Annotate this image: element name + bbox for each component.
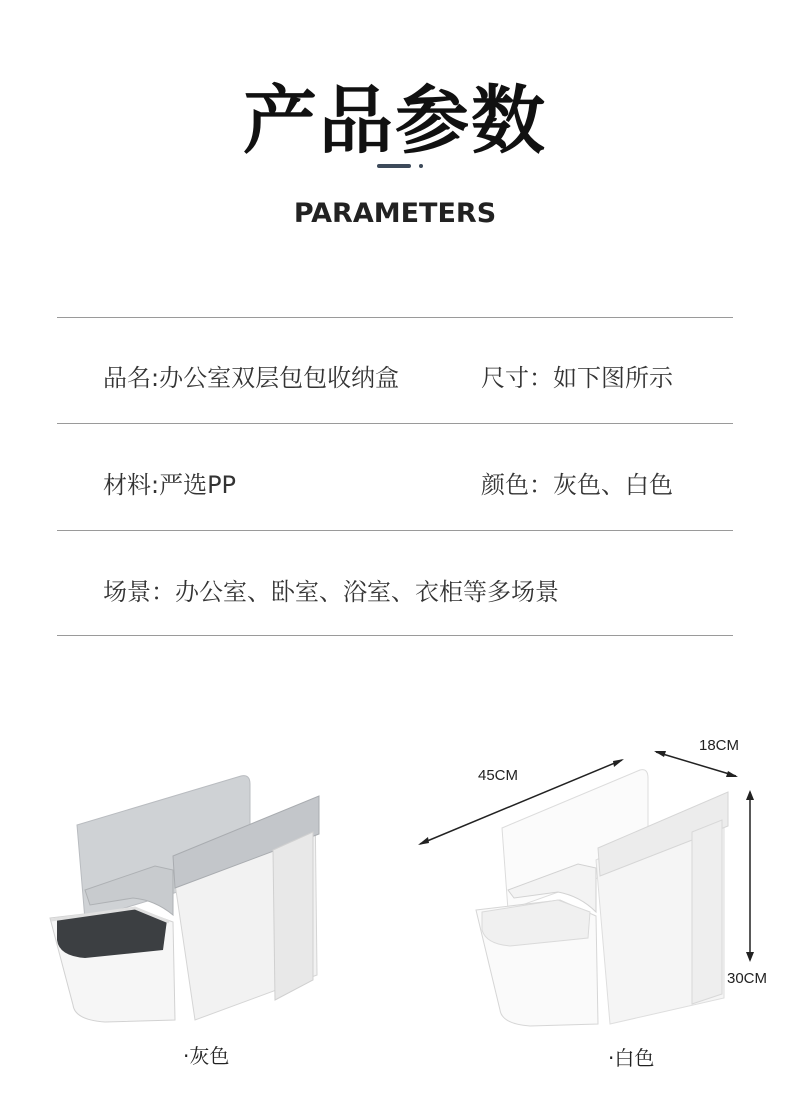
table-rule-bottom [57, 635, 733, 636]
param-size: 尺寸：如下图所示 [481, 364, 673, 392]
param-scenes: 场景：办公室、卧室、浴室、衣柜等多场景 [103, 578, 559, 606]
table-rule-top [57, 317, 733, 318]
param-material: 材料:严选PP [103, 471, 237, 499]
gray-storage-box-image [45, 770, 335, 1030]
white-storage-box-image [410, 740, 785, 1040]
dimension-height-label: 30CM [727, 970, 768, 987]
gray-variant-caption: ·灰色 [183, 1044, 230, 1068]
page-title: 产品参数 [243, 78, 547, 164]
table-rule-1 [57, 423, 733, 424]
param-color: 颜色：灰色、白色 [481, 471, 673, 499]
param-product-name: 品名:办公室双层包包收纳盒 [103, 364, 400, 392]
table-rule-2 [57, 530, 733, 531]
dimension-depth-label: 18CM [699, 737, 740, 754]
white-variant-caption: ·白色 [608, 1046, 655, 1070]
dimension-length-label: 45CM [478, 767, 519, 784]
page-subtitle: PARAMETERS [293, 198, 497, 229]
decoration-dash [377, 164, 411, 168]
decoration-dot [419, 164, 423, 168]
